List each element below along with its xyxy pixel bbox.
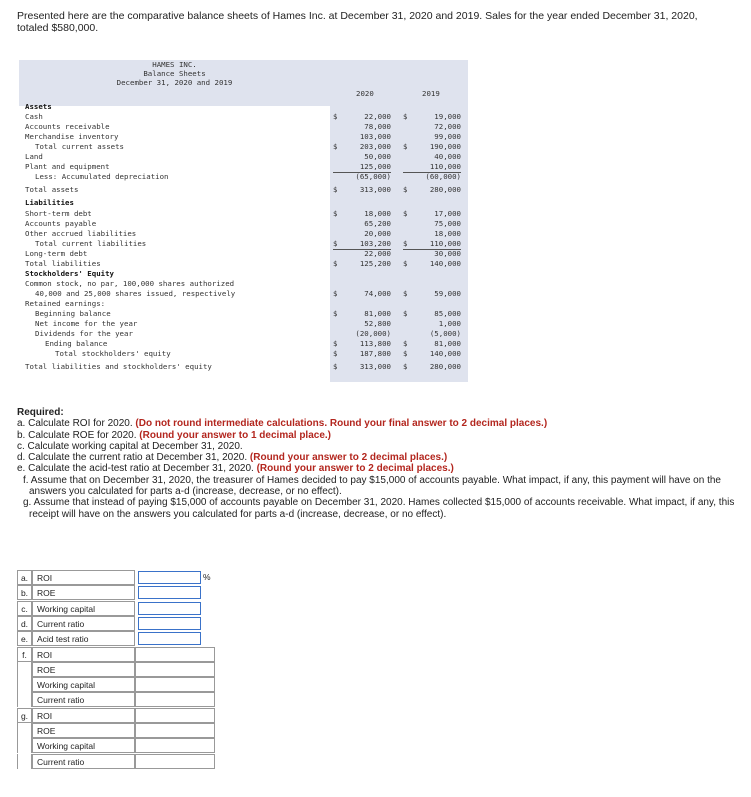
amount: 280,000 bbox=[429, 185, 461, 195]
answer-letter: a. bbox=[17, 570, 32, 585]
row-label: Less: Accumulated depreciation bbox=[35, 172, 169, 182]
answer-input[interactable] bbox=[138, 571, 201, 584]
row-label: Stockholders' Equity bbox=[25, 268, 114, 278]
answer-dropdown[interactable] bbox=[135, 738, 215, 753]
amount: 313,000 bbox=[359, 362, 391, 372]
answer-letter: e. bbox=[17, 631, 32, 646]
answer-label: ROE bbox=[32, 585, 135, 600]
answer-label: Working capital bbox=[32, 601, 135, 616]
amount: 110,000 bbox=[429, 238, 461, 248]
company-name: HAMES INC. bbox=[152, 60, 197, 69]
percent-unit: % bbox=[203, 572, 211, 582]
row-label: 40,000 and 25,000 shares issued, respectively bbox=[35, 288, 236, 298]
answer-letter bbox=[17, 723, 32, 738]
dollar-sign: $ bbox=[403, 258, 408, 268]
amount: 17,000 bbox=[434, 208, 461, 218]
balance-sheet-row bbox=[19, 112, 468, 122]
value-2020 bbox=[333, 172, 391, 182]
value-2019 bbox=[403, 172, 461, 182]
value-2019 bbox=[403, 248, 461, 258]
dollar-sign: $ bbox=[403, 142, 408, 152]
balance-sheet-row bbox=[19, 299, 468, 309]
amount: 190,000 bbox=[429, 142, 461, 152]
row-label: Total current assets bbox=[35, 142, 124, 152]
row-label: Accounts payable bbox=[25, 218, 97, 228]
value-2020 bbox=[333, 248, 391, 258]
dollar-sign: $ bbox=[333, 238, 338, 248]
answer-label: ROE bbox=[32, 723, 135, 738]
amount: 20,000 bbox=[364, 228, 391, 238]
answer-letter: b. bbox=[17, 585, 32, 600]
answer-letter bbox=[17, 754, 32, 769]
row-label: Land bbox=[25, 152, 43, 162]
amount: 85,000 bbox=[434, 309, 461, 318]
answer-input[interactable] bbox=[138, 586, 201, 599]
amount: 50,000 bbox=[364, 152, 391, 162]
amount: 140,000 bbox=[429, 258, 461, 268]
req-c: c. Calculate working capital at December 31, 2020. bbox=[17, 440, 243, 452]
amount: (5,000) bbox=[429, 329, 461, 339]
required-section bbox=[17, 407, 737, 520]
balance-sheet-row bbox=[19, 329, 468, 339]
amount: 103,000 bbox=[359, 132, 391, 142]
amount: 103,200 bbox=[359, 238, 391, 248]
year-2019-header: 2019 bbox=[422, 89, 440, 98]
amount: (65,000) bbox=[355, 172, 391, 182]
row-label: Beginning balance bbox=[35, 309, 111, 318]
balance-sheet-row bbox=[19, 362, 468, 372]
row-label: Long-term debt bbox=[25, 248, 88, 258]
answer-letter bbox=[17, 692, 32, 707]
statement-title: Balance Sheets bbox=[143, 69, 206, 78]
intro-text: Presented here are the comparative balance sheets of Hames Inc. at December 31, 2020 and 2019. Sales for the year ended December 31, 2020, totaled $580,000. bbox=[17, 10, 698, 34]
amount: 72,000 bbox=[434, 122, 461, 132]
amount: 30,000 bbox=[434, 248, 461, 258]
balance-sheet-row bbox=[19, 309, 468, 319]
answer-label: ROE bbox=[32, 662, 135, 677]
amount: 78,000 bbox=[364, 122, 391, 132]
dollar-sign: $ bbox=[333, 185, 338, 195]
amount: 99,000 bbox=[434, 132, 461, 142]
dollar-sign: $ bbox=[333, 208, 338, 218]
answer-label: Current ratio bbox=[32, 692, 135, 707]
balance-sheet-row bbox=[19, 249, 468, 259]
row-label: Cash bbox=[25, 112, 43, 122]
amount: 22,000 bbox=[364, 248, 391, 258]
answer-label: ROI bbox=[32, 570, 135, 585]
balance-sheet-row bbox=[19, 122, 468, 132]
dollar-sign: $ bbox=[333, 339, 338, 349]
balance-sheet-row bbox=[19, 185, 468, 195]
req-d: d. Calculate the current ratio at December 31, 2020. (Round your answer to 2 decimal places.) bbox=[17, 452, 448, 464]
answer-letter: d. bbox=[17, 616, 32, 631]
amount: 74,000 bbox=[364, 288, 391, 298]
dollar-sign: $ bbox=[403, 238, 408, 248]
amount: 125,200 bbox=[359, 258, 391, 268]
answer-label: Working capital bbox=[32, 738, 135, 753]
amount: 40,000 bbox=[434, 152, 461, 162]
dollar-sign: $ bbox=[333, 349, 338, 359]
balance-sheet bbox=[19, 60, 468, 382]
dollar-sign: $ bbox=[403, 288, 408, 298]
row-label: Total liabilities and stockholders' equity bbox=[25, 362, 212, 372]
required-heading: Required: bbox=[17, 407, 64, 418]
dollar-sign: $ bbox=[333, 362, 338, 372]
answer-dropdown[interactable] bbox=[135, 754, 215, 769]
amount: (20,000) bbox=[355, 329, 391, 339]
balance-sheet-row bbox=[19, 279, 468, 289]
balance-sheet-row bbox=[19, 209, 468, 219]
row-label: Liabilities bbox=[25, 198, 74, 208]
req-g: g. Assume that instead of paying $15,000 of accounts payable on December 31, 2020. Hames collected $15,000 of accounts receivable. What impact, if any, this receipt will have on the answers you calculated for parts a-d (increase, decrease, or no effect). bbox=[23, 497, 735, 520]
dollar-sign: $ bbox=[333, 309, 338, 318]
answer-dropdown[interactable] bbox=[135, 647, 215, 662]
amount: 125,000 bbox=[359, 162, 391, 172]
dollar-sign: $ bbox=[403, 208, 408, 218]
amount: 59,000 bbox=[434, 288, 461, 298]
dollar-sign: $ bbox=[403, 309, 408, 318]
answer-letter bbox=[17, 738, 32, 753]
dollar-sign: $ bbox=[333, 288, 338, 298]
dollar-sign: $ bbox=[403, 349, 408, 359]
answer-dropdown[interactable] bbox=[135, 723, 215, 738]
amount: 22,000 bbox=[364, 112, 391, 122]
answer-label: ROI bbox=[32, 647, 135, 662]
req-e: e. Calculate the acid-test ratio at December 31, 2020. (Round your answer to 2 decimal places.) bbox=[17, 463, 454, 475]
row-label: Merchandise inventory bbox=[25, 132, 119, 142]
amount: 187,800 bbox=[359, 349, 391, 359]
dollar-sign: $ bbox=[333, 258, 338, 268]
answer-letter bbox=[17, 677, 32, 692]
dollar-sign: $ bbox=[403, 362, 408, 372]
dollar-sign: $ bbox=[403, 339, 408, 349]
amount: 81,000 bbox=[434, 339, 461, 349]
year-2020-header: 2020 bbox=[356, 89, 374, 98]
amount: 313,000 bbox=[359, 185, 391, 195]
statement-date: December 31, 2020 and 2019 bbox=[116, 78, 233, 87]
dollar-sign: $ bbox=[403, 185, 408, 195]
amount: 140,000 bbox=[429, 349, 461, 359]
balance-sheet-row bbox=[19, 229, 468, 239]
balance-sheet-row bbox=[19, 269, 468, 279]
answer-letter: g. bbox=[17, 708, 32, 723]
answer-dropdown[interactable] bbox=[135, 662, 215, 677]
amount: 81,000 bbox=[364, 309, 391, 318]
row-label: Assets bbox=[25, 102, 52, 111]
balance-sheet-row bbox=[19, 198, 468, 208]
row-label: Total stockholders' equity bbox=[55, 349, 171, 359]
row-label: Common stock, no par, 100,000 shares authorized bbox=[25, 278, 235, 288]
row-label: Other accrued liabilities bbox=[25, 228, 137, 238]
balance-sheet-row bbox=[19, 239, 468, 249]
row-label: Total liabilities bbox=[25, 258, 101, 268]
balance-sheet-row bbox=[19, 172, 468, 182]
amount: 19,000 bbox=[434, 112, 461, 122]
answer-label: Working capital bbox=[32, 677, 135, 692]
row-label: Dividends for the year bbox=[35, 329, 133, 339]
balance-sheet-row bbox=[19, 152, 468, 162]
dollar-sign: $ bbox=[333, 142, 338, 152]
req-a: a. Calculate ROI for 2020. (Do not round intermediate calculations. Round your final answer to 2 decimal places.) bbox=[17, 418, 548, 430]
dollar-sign: $ bbox=[333, 112, 338, 122]
amount: 18,000 bbox=[434, 228, 461, 238]
row-label: Short-term debt bbox=[25, 208, 92, 218]
balance-sheet-row bbox=[19, 132, 468, 142]
answer-label: Current ratio bbox=[32, 754, 135, 769]
answer-letter bbox=[17, 662, 32, 677]
answer-input[interactable] bbox=[138, 602, 201, 615]
answer-letter: f. bbox=[17, 647, 32, 662]
amount: 280,000 bbox=[429, 362, 461, 372]
amount: 52,800 bbox=[364, 319, 391, 329]
answer-dropdown[interactable] bbox=[135, 677, 215, 692]
req-f: f. Assume that on December 31, 2020, the treasurer of Hames decided to pay $15,000 of accounts payable. What impact, if any, this payment will have on the answers you calculated for parts a-d (increase, decrease, or no effect). bbox=[23, 474, 721, 498]
answer-dropdown[interactable] bbox=[135, 708, 215, 723]
answer-label: Current ratio bbox=[32, 616, 135, 631]
amount: 110,000 bbox=[429, 162, 461, 172]
row-label: Net income for the year bbox=[35, 319, 138, 329]
balance-sheet-row bbox=[19, 219, 468, 229]
row-label: Total current liabilities bbox=[35, 238, 147, 248]
amount: 65,200 bbox=[364, 218, 391, 228]
balance-sheet-row bbox=[19, 319, 468, 329]
answer-label: Acid test ratio bbox=[32, 631, 135, 646]
balance-sheet-row bbox=[19, 102, 468, 112]
amount: 18,000 bbox=[364, 208, 391, 218]
balance-sheet-row bbox=[19, 162, 468, 172]
row-label: Total assets bbox=[25, 185, 79, 195]
req-b: b. Calculate ROE for 2020. (Round your answer to 1 decimal place.) bbox=[17, 429, 332, 441]
answer-label: ROI bbox=[32, 708, 135, 723]
balance-sheet-row bbox=[19, 289, 468, 299]
balance-sheet-row bbox=[19, 259, 468, 269]
amount: 1,000 bbox=[438, 319, 461, 329]
answer-letter: c. bbox=[17, 601, 32, 616]
balance-sheet-row bbox=[19, 349, 468, 359]
row-label: Accounts receivable bbox=[25, 122, 110, 132]
balance-sheet-row bbox=[19, 339, 468, 349]
amount: (60,000) bbox=[425, 172, 461, 182]
balance-sheet-row bbox=[19, 142, 468, 152]
answer-input[interactable] bbox=[138, 617, 201, 630]
answer-dropdown[interactable] bbox=[135, 692, 215, 707]
dollar-sign: $ bbox=[403, 112, 408, 122]
amount: 113,800 bbox=[359, 339, 391, 349]
row-label: Plant and equipment bbox=[25, 162, 110, 172]
row-label: Retained earnings: bbox=[25, 298, 106, 308]
answer-input[interactable] bbox=[138, 632, 201, 645]
row-label: Ending balance bbox=[45, 339, 108, 349]
amount: 203,000 bbox=[359, 142, 391, 152]
amount: 75,000 bbox=[434, 218, 461, 228]
